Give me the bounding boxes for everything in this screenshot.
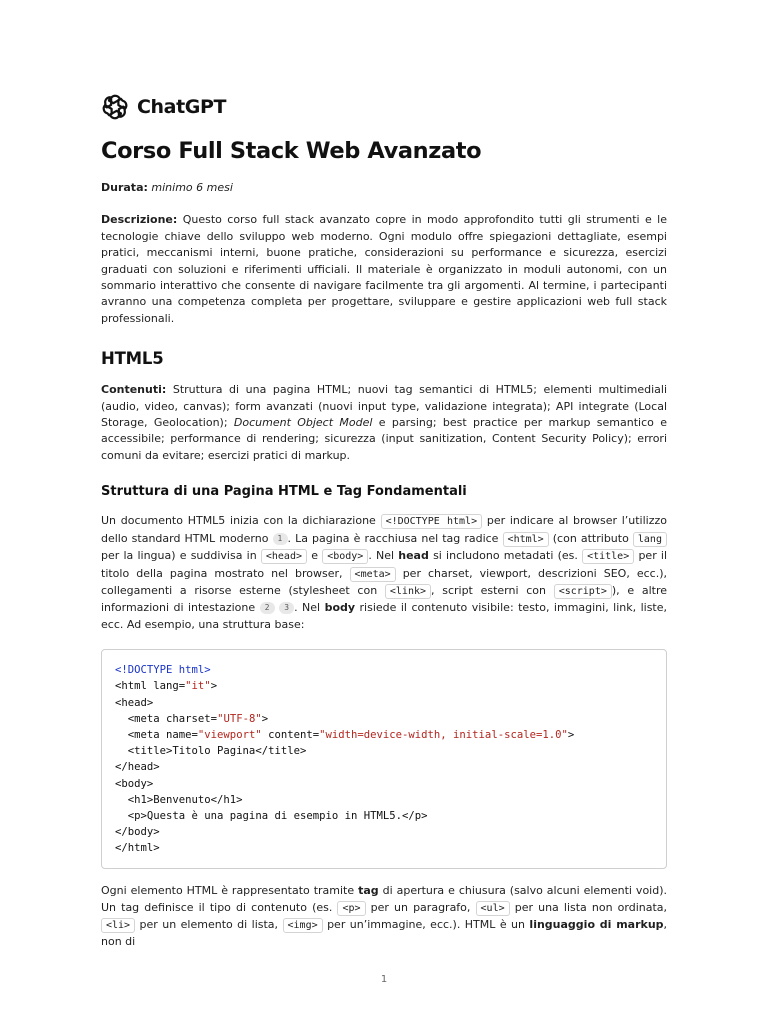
subsection-heading: Struttura di una Pagina HTML e Tag Fondamentali: [101, 484, 467, 500]
document-page: [101, 92, 667, 951]
inline-code: <p>: [337, 901, 365, 916]
inline-code: <html>: [503, 532, 549, 547]
inline-code: <img>: [283, 918, 323, 933]
citation-badge[interactable]: 1: [273, 533, 288, 545]
citation-badge[interactable]: 3: [279, 602, 294, 614]
descrizione-paragraph: [101, 212, 667, 327]
inline-code: <ul>: [476, 901, 510, 916]
section-heading-html5: HTML5: [101, 349, 164, 369]
durata-label: Durata:: [101, 181, 148, 194]
brand-header: [101, 92, 667, 122]
code-content: <!DOCTYPE html> <html lang="it"> <head> <meta charset="UTF-8"> <meta name="viewport" content="width=device-width, initial-scale=1.0"> <title>Titolo Pagina</title> </head> <body> <h1>Benvenuto</h1> <p>Questa è una pagina di esempio in HTML5.</p> </body> </html>: [115, 664, 575, 855]
durata-line: [101, 180, 667, 196]
durata-value: minimo 6 mesi: [151, 181, 233, 194]
code-block: [101, 649, 667, 869]
contenuti-emphasis: Document Object Model: [233, 416, 373, 430]
inline-code: <meta>: [350, 567, 396, 582]
inline-code: lang: [633, 532, 667, 547]
brand-name: ChatGPT: [137, 96, 227, 118]
inline-code: <li>: [101, 918, 135, 933]
contenuti-label: Contenuti:: [101, 383, 167, 397]
inline-code: <body>: [322, 549, 368, 564]
inline-code: <link>: [385, 584, 431, 599]
document-title: Corso Full Stack Web Avanzato: [101, 138, 482, 164]
inline-code: <head>: [261, 549, 307, 564]
descrizione-text: Questo corso full stack avanzato copre in modo approfondito tutti gli strumenti e le tecnologie chiave dello sviluppo web moderno. Ogni modulo offre spiegazioni dettagliate, esempi pratici, meccanismi interni, buone pratiche, considerazioni su performance e sicurezza, esercizi graduati con soluzioni e riferimenti ufficiali. Il materiale è organizzato in moduli autonomi, con un sommario interattivo che consente di navigare facilmente tra gli argomenti. Al termine, i partecipanti avranno una competenza completa per progettare, sviluppare e gestire applicazioni web full stack professionali.: [101, 213, 668, 325]
inline-code: <!DOCTYPE html>: [381, 514, 483, 529]
openai-knot-icon: [101, 93, 129, 121]
contenuti-paragraph: [101, 382, 667, 464]
intro-paragraph: Un documento HTML5 inizia con la dichiarazione <!DOCTYPE html> per indicare al browser l’utilizzo dello standard HTML moderno 1 . La pagina è racchiusa nel tag radice <html> (con attributo lang per la lingua) e suddivisa in <head> e <body> . Nel head si includono metadati (es. <title> per il titolo della pagina mostrato nel browser, <meta> per charset, viewport, descrizioni SEO, ecc.), collegamenti a risorse esterne (stylesheet con <link> , script esterni con <script> ), e altre informazioni di intestazione 2 3 . Nel body risiede il contenuto visibile: testo, immagini, link, liste, ecc. Ad esempio, una struttura base:: [101, 514, 668, 631]
inline-code: <title>: [582, 549, 634, 564]
contenuti-text: e parsing; best practice per markup semantico e accessibile; performance di rendering; sicurezza (input sanitization, Content Security Policy); errori comuni da evitare; esercizi pratici di markup.: [101, 416, 667, 462]
inline-code: <script>: [554, 584, 612, 599]
contenuti-text: Struttura di una pagina HTML; nuovi tag semantici di HTML5; elementi multimediali (audio, video, canvas); form avanzati (nuovi input type, validazione integrata); API integrate (Local Storage, Geolocation);: [101, 383, 668, 430]
descrizione-label: Descrizione:: [101, 213, 178, 227]
citation-badge[interactable]: 2: [260, 602, 275, 614]
body-paragraph: Ogni elemento HTML è rappresentato tramite tag di apertura e chiusura (salvo alcuni elementi void). Un tag definisce il tipo di contenuto (es. <p> per un paragrafo, <ul> per una lista non ordinata, <li> per un elemento di lista, <img> per un’immagine, ecc.). HTML è un linguaggio di markup, non di: [101, 884, 668, 949]
page-number: 1: [380, 974, 388, 985]
